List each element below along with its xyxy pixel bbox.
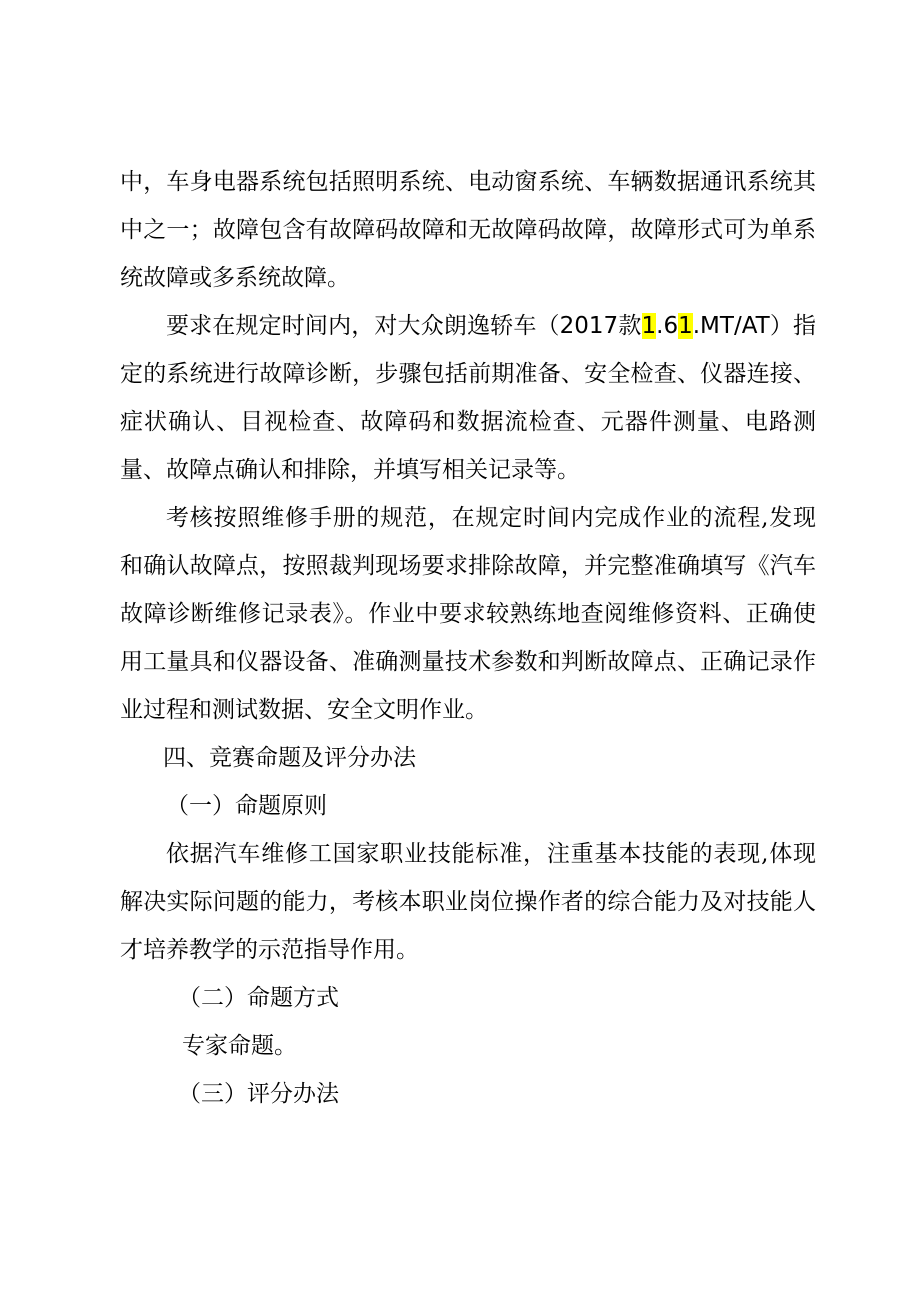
subheading-scoring-method: （三）评分办法 [178,1081,339,1107]
paragraph-proposition-basis: 依据汽车维修工国家职业技能标准，注重基本技能的表现,体现解决实际问题的能力，考核本职业岗位操作者的综合能力及对技能人才培养教学的示范指导作用。 [120,841,816,963]
section-heading-4: 四、竞赛命题及评分办法 [163,745,416,771]
p2-mid-2: .MT/AT [692,313,770,339]
highlighted-digit-2: 1 [678,313,693,339]
p2-mid-1: .6 [656,313,679,339]
paragraph-fault-diagnosis-requirements [120,302,816,494]
subheading-proposition-method: （二）命题方式 [178,985,339,1011]
p2-kuan: 款 [618,313,642,339]
p2-year: 2017 [559,313,619,339]
subheading-proposition-principle: （一）命题原则 [166,793,327,819]
p2-text-after: ）指定的系统进行故障诊断，步骤包括前期准备、安全检查、仪器连接、症状确认、目视检查、故障码和数据流检查、元器件测量、电路测量、故障点确认和排除，并填写相关记录等。 [120,313,817,483]
paragraph-assessment-standard: 考核按照维修手册的规范，在规定时间内完成作业的流程,发现和确认故障点，按照裁判现场要求排除故障，并完整准确填写《汽车故障诊断维修记录表》。作业中要求较熟练地查阅维修资料、正确使用工量具和仪器设备、准确测量技术参数和判断故障点、正确记录作业过程和测试数据、安全文明作业。 [120,505,816,723]
paragraph-expert-proposition: 专家命题。 [182,1033,297,1059]
paragraph-body-electrical: 中，车身电器系统包括照明系统、电动窗系统、车辆数据通讯系统其中之一；故障包含有故障码故障和无故障码故障，故障形式可为单系统故障或多系统故障。 [120,169,816,291]
p2-text-before: 要求在规定时间内，对大众朗逸轿车（ [166,313,560,339]
highlighted-digit-1: 1 [641,313,657,339]
